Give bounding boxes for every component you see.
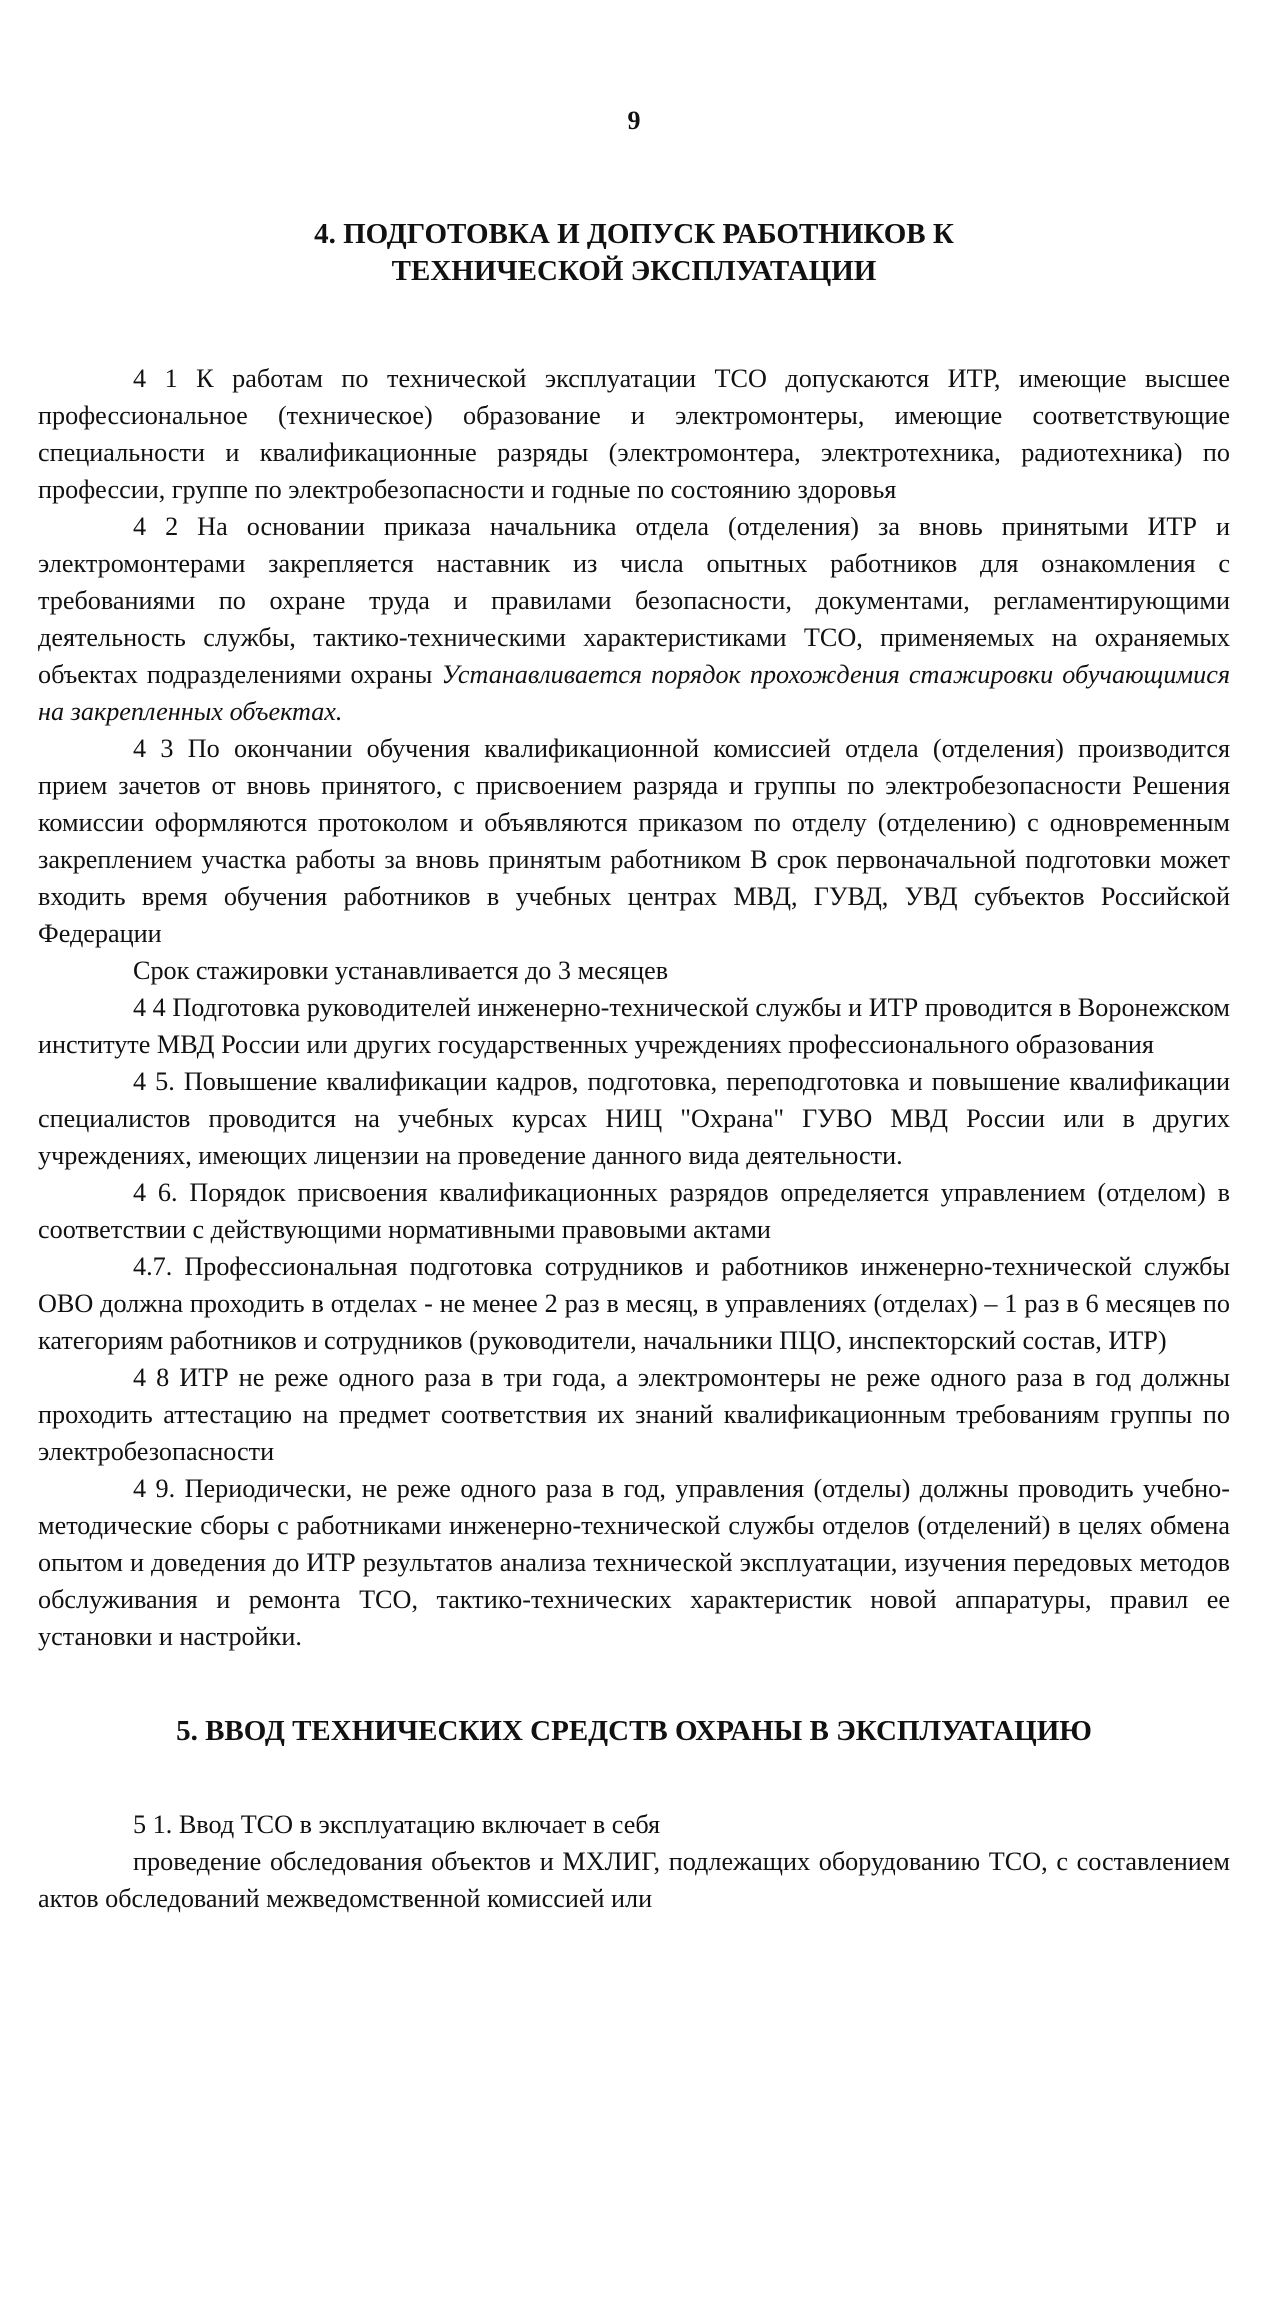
paragraph-4-5: 4 5. Повышение квалификации кадров, подготовка, переподготовка и повышение квалификации специалистов проводится на учебных курсах НИЦ "Охрана" ГУВО МВД России или в других учреждениях, имеющих лицензии на проведение данного вида деятельности.: [38, 1067, 1230, 1170]
section-4-heading: [38, 216, 1230, 290]
paragraph-4-3-term: Срок стажировки устанавливается до 3 месяцев: [133, 956, 669, 985]
section-4-heading-line-1: 4. ПОДГОТОВКА И ДОПУСК РАБОТНИКОВ К: [314, 218, 954, 250]
paragraph-5-1: 5 1. Ввод ТСО в эксплуатацию включает в себя: [133, 1810, 661, 1839]
page-number: 9: [627, 106, 641, 135]
section-4-heading-line-2: ТЕХНИЧЕСКОЙ ЭКСПЛУАТАЦИИ: [391, 255, 877, 287]
paragraph-4-2: [38, 508, 1230, 730]
paragraph-4-4: 4 4 Подготовка руководителей инженерно-технической службы и ИТР проводится в Воронежском институте МВД России или других государственных учреждениях профессионального образования: [38, 993, 1230, 1059]
paragraph-4-9: 4 9. Периодически, не реже одного раза в год, управления (отделы) должны проводить учебно-методические сборы с работниками инженерно-технической службы отделов (отделений) в целях обмена опытом и доведения до ИТР результатов анализа технической эксплуатации, изучения передовых методов обслуживания и ремонта ТСО, тактико-технических характеристик новой аппаратуры, правил ее установки и настройки.: [38, 1474, 1230, 1651]
paragraph-4-1: 4 1 К работам по технической эксплуатации ТСО допускаются ИТР, имеющие высшее профессиональное (техническое) образование и электромонтеры, имеющие соответствующие специальности и квалификационные разряды (электромонтера, электротехника, радиотехника) по профессии, группе по электробезопасности и годные по состоянию здоровья: [38, 364, 1230, 504]
paragraph-4-2-text: 4 2 На основании приказа начальника отдела (отделения) за вновь принятыми ИТР и электромонтерами закрепляется наставник из числа опытных работников для ознакомления с требованиями по охране труда и правилами безопасности, документами, регламентирующими деятельность службы, тактико-техническими характеристиками ТСО, применяемых на охраняемых объектах подразделениями охраны: [38, 512, 1230, 689]
paragraph-4-8: 4 8 ИТР не реже одного раза в три года, а электромонтеры не реже одного раза в год должны проходить аттестацию на предмет соответствия их знаний квалификационным требованиям группы по электробезопасности: [38, 1363, 1230, 1466]
paragraph-4-2-italic: Устанавливается порядок прохождения стажировки обучающимися на закрепленных объектах.: [38, 660, 1231, 726]
paragraph-4-7: 4.7. Профессиональная подготовка сотрудников и работников инженерно-технической службы ОВО должна проходить в отделах - не менее 2 раз в месяц, в управлениях (отделах) – 1 раз в 6 месяцев по категориям работников и сотрудников (руководители, начальники ПЦО, инспекторский состав, ИТР): [38, 1252, 1230, 1355]
paragraph-4-6: 4 6. Порядок присвоения квалификационных разрядов определяется управлением (отделом) в соответствии с действующими нормативными правовыми актами: [38, 1178, 1230, 1244]
paragraph-4-3: 4 3 По окончании обучения квалификационной комиссией отдела (отделения) производится прием зачетов от вновь принятого, с присвоением разряда и группы по электробезопасности Решения комиссии оформляются протоколом и объявляются приказом по отделу (отделению) с одновременным закреплением участка работы за вновь принятым работником В срок первоначальной подготовки может входить время обучения работников в учебных центрах МВД, ГУВД, УВД субъектов Российской Федерации: [38, 734, 1230, 948]
section-5-heading: 5. ВВОД ТЕХНИЧЕСКИХ СРЕДСТВ ОХРАНЫ В ЭКСПЛУАТАЦИЮ: [176, 1715, 1092, 1747]
paragraph-5-1-item: проведение обследования объектов и МХЛИГ, подлежащих оборудованию ТСО, с составлением актов обследований межведомственной комиссией или: [38, 1847, 1230, 1913]
